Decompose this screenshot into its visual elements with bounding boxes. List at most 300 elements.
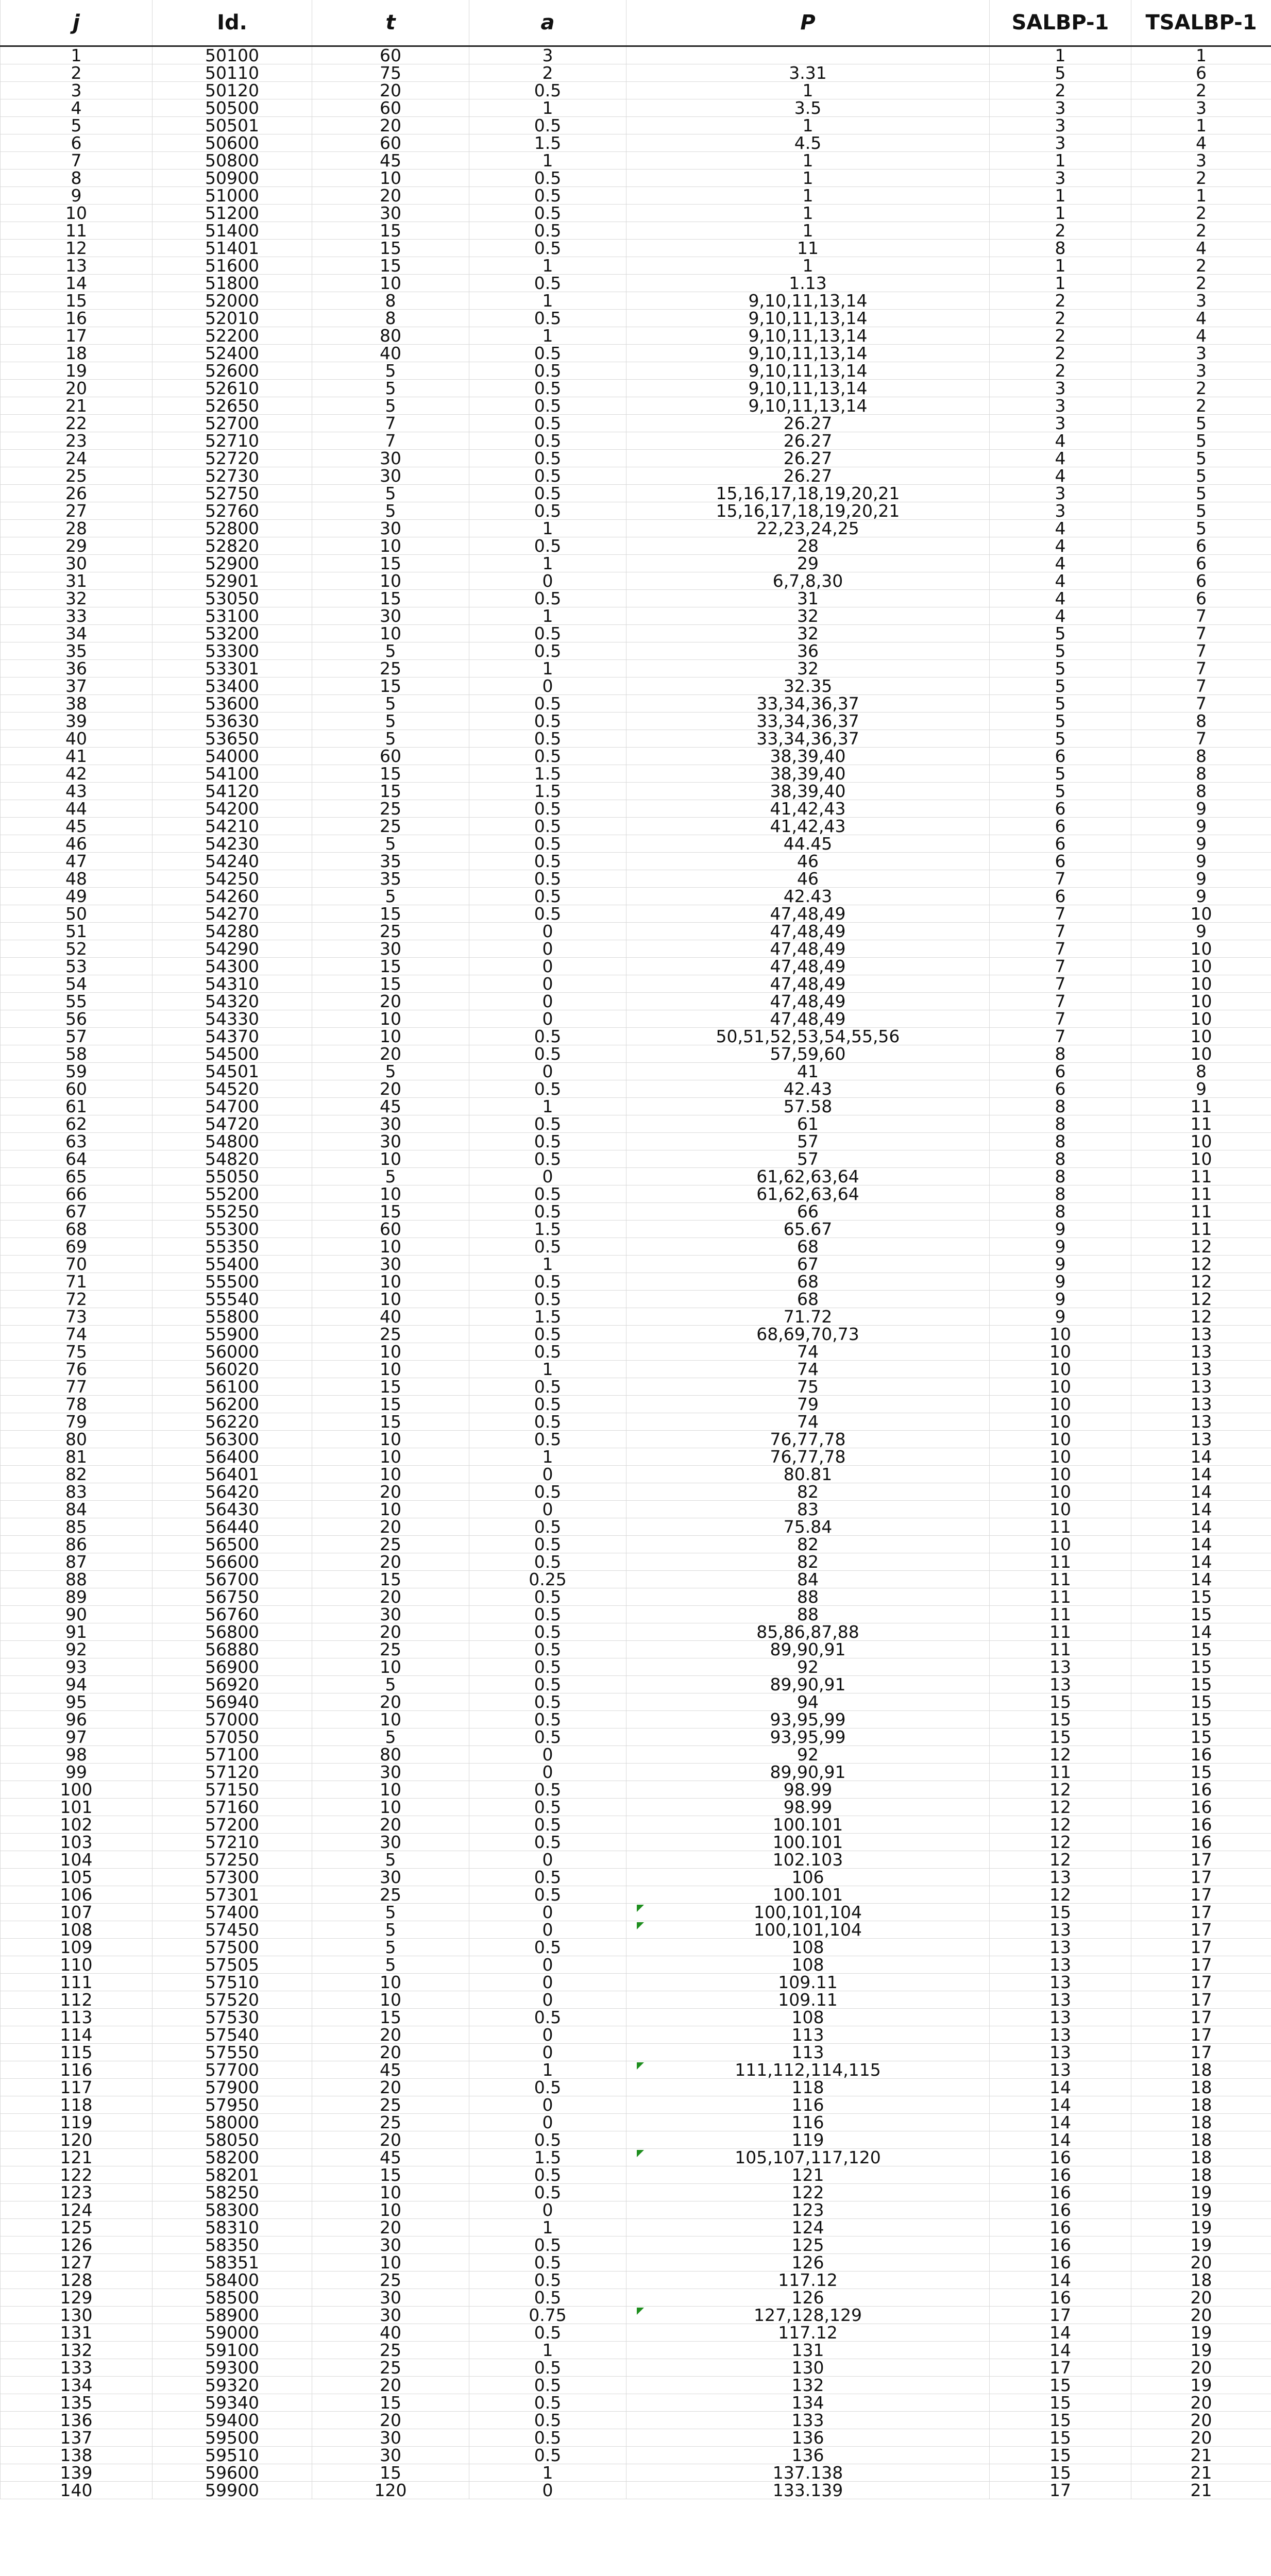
- cell-p[interactable]: [626, 257, 990, 275]
- cell-tsalbp1[interactable]: 11: [1131, 1098, 1271, 1115]
- cell-j[interactable]: 51: [1, 923, 152, 940]
- cell-a[interactable]: 0.5: [469, 1080, 626, 1098]
- cell-p[interactable]: [626, 2342, 990, 2359]
- cell-t[interactable]: 25: [312, 2096, 469, 2114]
- cell-a[interactable]: 0.5: [469, 2166, 626, 2184]
- cell-salbp1[interactable]: 15: [990, 1904, 1131, 1921]
- header-tsalbp1[interactable]: TSALBP-1: [1131, 0, 1271, 46]
- cell-t[interactable]: 5: [312, 1676, 469, 1693]
- cell-a[interactable]: 0.5: [469, 345, 626, 362]
- cell-tsalbp1[interactable]: 18: [1131, 2166, 1271, 2184]
- cell-p[interactable]: [626, 1711, 990, 1728]
- cell-j[interactable]: 77: [1, 1378, 152, 1396]
- cell-p[interactable]: [626, 82, 990, 99]
- cell-tsalbp1[interactable]: 9: [1131, 923, 1271, 940]
- cell-id[interactable]: 50100: [152, 46, 312, 64]
- cell-salbp1[interactable]: 9: [990, 1308, 1131, 1326]
- cell-t[interactable]: 25: [312, 2114, 469, 2131]
- cell-salbp1[interactable]: 2: [990, 362, 1131, 380]
- cell-id[interactable]: 56220: [152, 1413, 312, 1431]
- cell-p[interactable]: [626, 1676, 990, 1693]
- cell-id[interactable]: 59300: [152, 2359, 312, 2377]
- cell-a[interactable]: 0.5: [469, 82, 626, 99]
- cell-tsalbp1[interactable]: 8: [1131, 765, 1271, 783]
- cell-id[interactable]: 55540: [152, 1291, 312, 1308]
- cell-tsalbp1[interactable]: 18: [1131, 2079, 1271, 2096]
- cell-j[interactable]: 49: [1, 888, 152, 905]
- cell-a[interactable]: 0.5: [469, 2236, 626, 2254]
- cell-salbp1[interactable]: 5: [990, 642, 1131, 660]
- cell-salbp1[interactable]: 8: [990, 1115, 1131, 1133]
- cell-salbp1[interactable]: 4: [990, 537, 1131, 555]
- cell-salbp1[interactable]: 2: [990, 82, 1131, 99]
- cell-id[interactable]: 54520: [152, 1080, 312, 1098]
- cell-p[interactable]: [626, 2254, 990, 2272]
- cell-tsalbp1[interactable]: 3: [1131, 292, 1271, 310]
- cell-t[interactable]: 30: [312, 1606, 469, 1623]
- cell-j[interactable]: 87: [1, 1553, 152, 1571]
- cell-j[interactable]: 98: [1, 1746, 152, 1764]
- cell-tsalbp1[interactable]: 14: [1131, 1536, 1271, 1553]
- cell-salbp1[interactable]: 10: [990, 1501, 1131, 1518]
- cell-j[interactable]: 28: [1, 520, 152, 537]
- cell-id[interactable]: 56400: [152, 1448, 312, 1466]
- cell-p[interactable]: [626, 1273, 990, 1291]
- cell-p[interactable]: [626, 1518, 990, 1536]
- cell-salbp1[interactable]: 17: [990, 2482, 1131, 2499]
- cell-a[interactable]: 1: [469, 99, 626, 117]
- cell-j[interactable]: 114: [1, 2026, 152, 2044]
- cell-j[interactable]: 133: [1, 2359, 152, 2377]
- cell-id[interactable]: 57505: [152, 1956, 312, 1974]
- cell-tsalbp1[interactable]: 16: [1131, 1799, 1271, 1816]
- cell-t[interactable]: 60: [312, 46, 469, 64]
- cell-j[interactable]: 24: [1, 450, 152, 467]
- cell-id[interactable]: 52760: [152, 502, 312, 520]
- cell-a[interactable]: 0: [469, 2044, 626, 2061]
- cell-t[interactable]: 5: [312, 397, 469, 415]
- cell-p[interactable]: [626, 1080, 990, 1098]
- cell-salbp1[interactable]: 6: [990, 853, 1131, 870]
- cell-a[interactable]: 0.5: [469, 888, 626, 905]
- cell-a[interactable]: 0.5: [469, 748, 626, 765]
- cell-p[interactable]: [626, 905, 990, 923]
- cell-salbp1[interactable]: 15: [990, 1728, 1131, 1746]
- cell-id[interactable]: 56200: [152, 1396, 312, 1413]
- cell-p[interactable]: [626, 993, 990, 1010]
- cell-tsalbp1[interactable]: 17: [1131, 1851, 1271, 1869]
- cell-salbp1[interactable]: 13: [990, 1939, 1131, 1956]
- cell-p[interactable]: [626, 1816, 990, 1834]
- cell-id[interactable]: 51401: [152, 240, 312, 257]
- cell-a[interactable]: 0.5: [469, 1413, 626, 1431]
- cell-tsalbp1[interactable]: 8: [1131, 748, 1271, 765]
- cell-t[interactable]: 30: [312, 940, 469, 958]
- cell-tsalbp1[interactable]: 19: [1131, 2324, 1271, 2342]
- cell-a[interactable]: 0: [469, 1764, 626, 1781]
- cell-t[interactable]: 120: [312, 2482, 469, 2499]
- cell-id[interactable]: 58250: [152, 2184, 312, 2201]
- cell-p[interactable]: [626, 1939, 990, 1956]
- cell-t[interactable]: 15: [312, 783, 469, 800]
- cell-j[interactable]: 100: [1, 1781, 152, 1799]
- cell-p[interactable]: [626, 2447, 990, 2464]
- cell-t[interactable]: 15: [312, 1413, 469, 1431]
- cell-j[interactable]: 59: [1, 1063, 152, 1080]
- cell-id[interactable]: 53301: [152, 660, 312, 677]
- cell-j[interactable]: 41: [1, 748, 152, 765]
- cell-p[interactable]: [626, 1431, 990, 1448]
- cell-tsalbp1[interactable]: 10: [1131, 993, 1271, 1010]
- cell-p[interactable]: [626, 2482, 990, 2499]
- cell-tsalbp1[interactable]: 5: [1131, 485, 1271, 502]
- cell-t[interactable]: 15: [312, 2166, 469, 2184]
- cell-p[interactable]: [626, 1536, 990, 1553]
- cell-salbp1[interactable]: 7: [990, 1010, 1131, 1028]
- cell-id[interactable]: 52901: [152, 572, 312, 590]
- cell-tsalbp1[interactable]: 13: [1131, 1343, 1271, 1361]
- cell-salbp1[interactable]: 13: [990, 1658, 1131, 1676]
- cell-id[interactable]: 55350: [152, 1238, 312, 1256]
- cell-tsalbp1[interactable]: 10: [1131, 905, 1271, 923]
- cell-salbp1[interactable]: 16: [990, 2184, 1131, 2201]
- cell-salbp1[interactable]: 10: [990, 1431, 1131, 1448]
- cell-a[interactable]: 0.5: [469, 1238, 626, 1256]
- cell-p[interactable]: [626, 380, 990, 397]
- cell-tsalbp1[interactable]: 6: [1131, 64, 1271, 82]
- cell-tsalbp1[interactable]: 9: [1131, 818, 1271, 835]
- cell-tsalbp1[interactable]: 17: [1131, 1939, 1271, 1956]
- cell-p[interactable]: [626, 275, 990, 292]
- cell-j[interactable]: 127: [1, 2254, 152, 2272]
- cell-p[interactable]: [626, 695, 990, 713]
- cell-p[interactable]: [626, 1974, 990, 1991]
- cell-salbp1[interactable]: 2: [990, 345, 1131, 362]
- cell-tsalbp1[interactable]: 17: [1131, 1921, 1271, 1939]
- cell-p[interactable]: [626, 1799, 990, 1816]
- cell-id[interactable]: 56940: [152, 1693, 312, 1711]
- cell-tsalbp1[interactable]: 12: [1131, 1273, 1271, 1291]
- cell-j[interactable]: 123: [1, 2184, 152, 2201]
- cell-t[interactable]: 45: [312, 1098, 469, 1115]
- cell-a[interactable]: 0.5: [469, 818, 626, 835]
- cell-salbp1[interactable]: 15: [990, 2412, 1131, 2429]
- cell-t[interactable]: 5: [312, 380, 469, 397]
- cell-t[interactable]: 10: [312, 572, 469, 590]
- cell-salbp1[interactable]: 7: [990, 923, 1131, 940]
- cell-id[interactable]: 53300: [152, 642, 312, 660]
- cell-a[interactable]: 0.5: [469, 2324, 626, 2342]
- cell-j[interactable]: 34: [1, 625, 152, 642]
- cell-tsalbp1[interactable]: 11: [1131, 1168, 1271, 1185]
- cell-j[interactable]: 85: [1, 1518, 152, 1536]
- cell-salbp1[interactable]: 8: [990, 240, 1131, 257]
- cell-a[interactable]: 0.5: [469, 1291, 626, 1308]
- cell-id[interactable]: 53400: [152, 677, 312, 695]
- cell-p[interactable]: [626, 1728, 990, 1746]
- cell-tsalbp1[interactable]: 15: [1131, 1658, 1271, 1676]
- cell-a[interactable]: 0.5: [469, 2377, 626, 2394]
- cell-t[interactable]: 10: [312, 2201, 469, 2219]
- cell-a[interactable]: 0.75: [469, 2307, 626, 2324]
- cell-id[interactable]: 57150: [152, 1781, 312, 1799]
- cell-salbp1[interactable]: 11: [990, 1641, 1131, 1658]
- cell-p[interactable]: [626, 783, 990, 800]
- cell-j[interactable]: 64: [1, 1150, 152, 1168]
- cell-a[interactable]: 0.5: [469, 1518, 626, 1536]
- cell-t[interactable]: 10: [312, 1273, 469, 1291]
- cell-id[interactable]: 54280: [152, 923, 312, 940]
- cell-a[interactable]: 0: [469, 1010, 626, 1028]
- cell-t[interactable]: 5: [312, 642, 469, 660]
- cell-id[interactable]: 56500: [152, 1536, 312, 1553]
- cell-a[interactable]: 0.5: [469, 2289, 626, 2307]
- cell-p[interactable]: [626, 397, 990, 415]
- cell-j[interactable]: 118: [1, 2096, 152, 2114]
- cell-id[interactable]: 57900: [152, 2079, 312, 2096]
- cell-j[interactable]: 20: [1, 380, 152, 397]
- cell-j[interactable]: 78: [1, 1396, 152, 1413]
- cell-j[interactable]: 134: [1, 2377, 152, 2394]
- cell-a[interactable]: 3: [469, 46, 626, 64]
- cell-j[interactable]: 16: [1, 310, 152, 327]
- header-j[interactable]: j: [1, 0, 152, 46]
- cell-a[interactable]: 0.5: [469, 870, 626, 888]
- cell-j[interactable]: 137: [1, 2429, 152, 2447]
- cell-tsalbp1[interactable]: 20: [1131, 2412, 1271, 2429]
- cell-id[interactable]: 54100: [152, 765, 312, 783]
- cell-j[interactable]: 23: [1, 432, 152, 450]
- cell-a[interactable]: 1: [469, 257, 626, 275]
- cell-a[interactable]: 0.5: [469, 1273, 626, 1291]
- cell-p[interactable]: [626, 134, 990, 152]
- cell-p[interactable]: [626, 2184, 990, 2201]
- cell-j[interactable]: 136: [1, 2412, 152, 2429]
- cell-p[interactable]: [626, 1956, 990, 1974]
- cell-j[interactable]: 102: [1, 1816, 152, 1834]
- cell-tsalbp1[interactable]: 13: [1131, 1413, 1271, 1431]
- cell-a[interactable]: 0.5: [469, 275, 626, 292]
- cell-j[interactable]: 109: [1, 1939, 152, 1956]
- cell-salbp1[interactable]: 15: [990, 1711, 1131, 1728]
- cell-salbp1[interactable]: 16: [990, 2254, 1131, 2272]
- cell-a[interactable]: 0.5: [469, 590, 626, 607]
- cell-salbp1[interactable]: 16: [990, 2219, 1131, 2236]
- cell-p[interactable]: [626, 572, 990, 590]
- cell-id[interactable]: 54000: [152, 748, 312, 765]
- cell-tsalbp1[interactable]: 12: [1131, 1256, 1271, 1273]
- cell-t[interactable]: 10: [312, 537, 469, 555]
- cell-p[interactable]: [626, 222, 990, 240]
- cell-a[interactable]: 0.5: [469, 1343, 626, 1361]
- cell-p[interactable]: [626, 310, 990, 327]
- cell-p[interactable]: [626, 1588, 990, 1606]
- cell-tsalbp1[interactable]: 10: [1131, 1133, 1271, 1150]
- cell-t[interactable]: 15: [312, 1396, 469, 1413]
- cell-p[interactable]: [626, 800, 990, 818]
- cell-a[interactable]: 1: [469, 660, 626, 677]
- cell-salbp1[interactable]: 4: [990, 450, 1131, 467]
- cell-t[interactable]: 20: [312, 2412, 469, 2429]
- cell-salbp1[interactable]: 15: [990, 2429, 1131, 2447]
- cell-tsalbp1[interactable]: 14: [1131, 1466, 1271, 1483]
- cell-salbp1[interactable]: 1: [990, 257, 1131, 275]
- cell-id[interactable]: 56880: [152, 1641, 312, 1658]
- cell-tsalbp1[interactable]: 10: [1131, 958, 1271, 975]
- cell-a[interactable]: 0.5: [469, 853, 626, 870]
- header-salbp1[interactable]: SALBP-1: [990, 0, 1131, 46]
- cell-a[interactable]: 0.5: [469, 1606, 626, 1623]
- cell-a[interactable]: 0.5: [469, 1939, 626, 1956]
- cell-tsalbp1[interactable]: 2: [1131, 275, 1271, 292]
- cell-p[interactable]: [626, 1378, 990, 1396]
- cell-tsalbp1[interactable]: 19: [1131, 2219, 1271, 2236]
- cell-salbp1[interactable]: 4: [990, 555, 1131, 572]
- cell-j[interactable]: 54: [1, 975, 152, 993]
- cell-a[interactable]: 0.5: [469, 502, 626, 520]
- cell-salbp1[interactable]: 15: [990, 2377, 1131, 2394]
- cell-t[interactable]: 25: [312, 1886, 469, 1904]
- cell-t[interactable]: 15: [312, 677, 469, 695]
- cell-a[interactable]: 1: [469, 1448, 626, 1466]
- cell-j[interactable]: 30: [1, 555, 152, 572]
- cell-p[interactable]: [626, 2307, 990, 2324]
- cell-salbp1[interactable]: 16: [990, 2201, 1131, 2219]
- cell-a[interactable]: 0.5: [469, 380, 626, 397]
- cell-tsalbp1[interactable]: 5: [1131, 502, 1271, 520]
- cell-t[interactable]: 30: [312, 2429, 469, 2447]
- cell-salbp1[interactable]: 9: [990, 1273, 1131, 1291]
- cell-a[interactable]: 0.5: [469, 432, 626, 450]
- cell-t[interactable]: 20: [312, 187, 469, 205]
- cell-j[interactable]: 13: [1, 257, 152, 275]
- cell-id[interactable]: 54290: [152, 940, 312, 958]
- cell-t[interactable]: 20: [312, 2377, 469, 2394]
- cell-t[interactable]: 15: [312, 1203, 469, 1221]
- cell-tsalbp1[interactable]: 3: [1131, 152, 1271, 170]
- cell-id[interactable]: 50800: [152, 152, 312, 170]
- cell-id[interactable]: 54260: [152, 888, 312, 905]
- cell-a[interactable]: 0: [469, 1746, 626, 1764]
- cell-tsalbp1[interactable]: 19: [1131, 2201, 1271, 2219]
- cell-salbp1[interactable]: 10: [990, 1361, 1131, 1378]
- cell-salbp1[interactable]: 12: [990, 1781, 1131, 1799]
- cell-id[interactable]: 52610: [152, 380, 312, 397]
- cell-tsalbp1[interactable]: 18: [1131, 2061, 1271, 2079]
- cell-t[interactable]: 40: [312, 1308, 469, 1326]
- cell-tsalbp1[interactable]: 5: [1131, 450, 1271, 467]
- cell-a[interactable]: 0.5: [469, 1816, 626, 1834]
- cell-id[interactable]: 57520: [152, 1991, 312, 2009]
- cell-id[interactable]: 50900: [152, 170, 312, 187]
- cell-t[interactable]: 20: [312, 1080, 469, 1098]
- cell-j[interactable]: 92: [1, 1641, 152, 1658]
- cell-p[interactable]: [626, 2149, 990, 2166]
- cell-tsalbp1[interactable]: 9: [1131, 835, 1271, 853]
- cell-tsalbp1[interactable]: 19: [1131, 2236, 1271, 2254]
- cell-t[interactable]: 20: [312, 1623, 469, 1641]
- cell-j[interactable]: 36: [1, 660, 152, 677]
- comment-indicator-icon[interactable]: [637, 1905, 644, 1912]
- cell-j[interactable]: 27: [1, 502, 152, 520]
- cell-tsalbp1[interactable]: 4: [1131, 310, 1271, 327]
- cell-p[interactable]: [626, 1834, 990, 1851]
- cell-p[interactable]: [626, 1221, 990, 1238]
- cell-id[interactable]: 56020: [152, 1361, 312, 1378]
- cell-p[interactable]: [626, 2464, 990, 2482]
- cell-salbp1[interactable]: 17: [990, 2359, 1131, 2377]
- cell-a[interactable]: 0: [469, 993, 626, 1010]
- cell-j[interactable]: 89: [1, 1588, 152, 1606]
- cell-j[interactable]: 129: [1, 2289, 152, 2307]
- cell-salbp1[interactable]: 16: [990, 2149, 1131, 2166]
- cell-a[interactable]: 0: [469, 1063, 626, 1080]
- cell-j[interactable]: 56: [1, 1010, 152, 1028]
- cell-salbp1[interactable]: 10: [990, 1483, 1131, 1501]
- cell-j[interactable]: 81: [1, 1448, 152, 1466]
- cell-j[interactable]: 131: [1, 2324, 152, 2342]
- cell-salbp1[interactable]: 5: [990, 765, 1131, 783]
- cell-id[interactable]: 58350: [152, 2236, 312, 2254]
- cell-j[interactable]: 71: [1, 1273, 152, 1291]
- cell-tsalbp1[interactable]: 16: [1131, 1746, 1271, 1764]
- cell-p[interactable]: [626, 1326, 990, 1343]
- cell-p[interactable]: [626, 205, 990, 222]
- cell-p[interactable]: [626, 1203, 990, 1221]
- cell-t[interactable]: 8: [312, 292, 469, 310]
- cell-t[interactable]: 20: [312, 993, 469, 1010]
- cell-a[interactable]: 0: [469, 2096, 626, 2114]
- cell-a[interactable]: 0: [469, 1904, 626, 1921]
- cell-salbp1[interactable]: 6: [990, 888, 1131, 905]
- cell-t[interactable]: 10: [312, 1431, 469, 1448]
- cell-id[interactable]: 52400: [152, 345, 312, 362]
- cell-p[interactable]: [626, 187, 990, 205]
- cell-p[interactable]: [626, 537, 990, 555]
- cell-salbp1[interactable]: 9: [990, 1221, 1131, 1238]
- cell-tsalbp1[interactable]: 17: [1131, 1869, 1271, 1886]
- cell-p[interactable]: [626, 240, 990, 257]
- cell-t[interactable]: 20: [312, 1483, 469, 1501]
- cell-id[interactable]: 51600: [152, 257, 312, 275]
- cell-tsalbp1[interactable]: 12: [1131, 1238, 1271, 1256]
- cell-j[interactable]: 91: [1, 1623, 152, 1641]
- cell-j[interactable]: 47: [1, 853, 152, 870]
- cell-id[interactable]: 53650: [152, 730, 312, 748]
- cell-tsalbp1[interactable]: 18: [1131, 2149, 1271, 2166]
- cell-salbp1[interactable]: 3: [990, 502, 1131, 520]
- cell-id[interactable]: 58300: [152, 2201, 312, 2219]
- cell-salbp1[interactable]: 10: [990, 1413, 1131, 1431]
- cell-t[interactable]: 5: [312, 485, 469, 502]
- cell-tsalbp1[interactable]: 14: [1131, 1571, 1271, 1588]
- cell-j[interactable]: 138: [1, 2447, 152, 2464]
- cell-id[interactable]: 52900: [152, 555, 312, 572]
- cell-id[interactable]: 50500: [152, 99, 312, 117]
- cell-t[interactable]: 20: [312, 2131, 469, 2149]
- cell-salbp1[interactable]: 11: [990, 1623, 1131, 1641]
- cell-t[interactable]: 10: [312, 1343, 469, 1361]
- cell-tsalbp1[interactable]: 4: [1131, 134, 1271, 152]
- cell-j[interactable]: 48: [1, 870, 152, 888]
- cell-salbp1[interactable]: 13: [990, 1956, 1131, 1974]
- cell-a[interactable]: 0.5: [469, 240, 626, 257]
- cell-t[interactable]: 8: [312, 310, 469, 327]
- cell-p[interactable]: [626, 2324, 990, 2342]
- cell-j[interactable]: 44: [1, 800, 152, 818]
- cell-t[interactable]: 25: [312, 800, 469, 818]
- cell-id[interactable]: 54250: [152, 870, 312, 888]
